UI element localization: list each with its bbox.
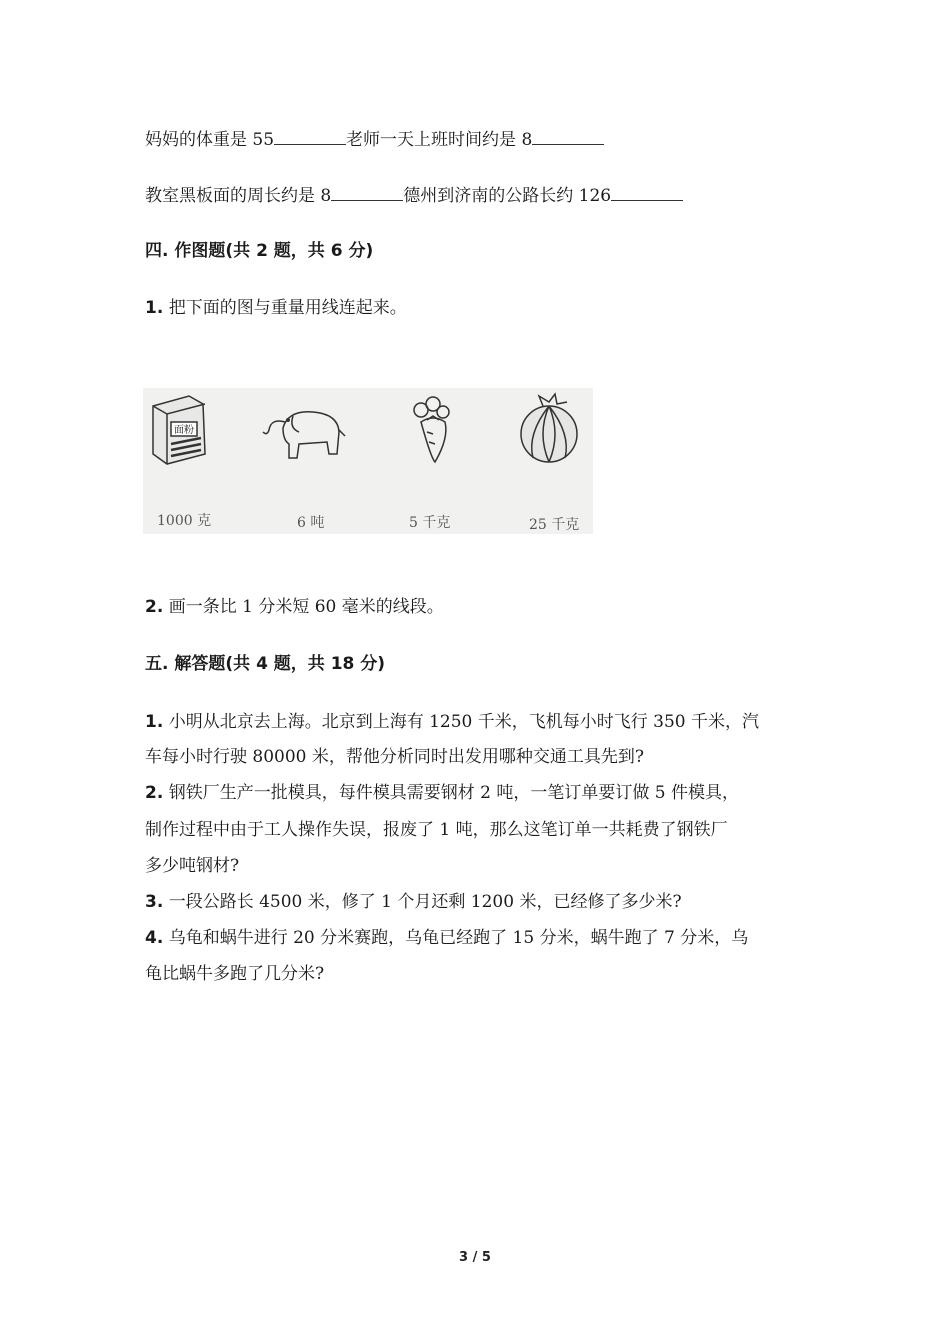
question-5-2-cont: 制作过程中由于工人操作失误，报废了 1 吨，那么这笔订单一共耗费了钢铁厂 (145, 820, 728, 840)
question-5-4-cont: 龟比蜗牛多跑了几分米? (145, 964, 325, 984)
question-text: 把下面的图与重量用线连起来。 (163, 298, 407, 318)
section-5-heading: 五. 解答题(共 4 题，共 18 分) (145, 654, 386, 674)
answer-blank[interactable] (611, 184, 683, 201)
question-text: 钢铁厂生产一批模具，每件模具需要钢材 2 吨，一笔订单要订做 5 件模具， (163, 783, 739, 803)
fill-text: 教室黑板面的周长约是 8 (145, 186, 332, 206)
question-text: 乌龟和蜗牛进行 20 分米赛跑，乌龟已经跑了 15 分米，蜗牛跑了 7 分米，乌 (163, 928, 749, 948)
question-5-2 (145, 782, 739, 804)
fill-text: 老师一天上班时间约是 8 (346, 130, 533, 150)
answer-blank[interactable] (274, 128, 346, 145)
question-5-3 (145, 891, 682, 913)
question-number: 1. (145, 298, 164, 318)
question-4-1 (145, 297, 407, 319)
question-5-1 (145, 711, 759, 733)
question-text: 小明从北京去上海。北京到上海有 1250 千米，飞机每小时飞行 350 千米，汽 (163, 712, 760, 732)
answer-blank[interactable] (331, 184, 403, 201)
bag-text: 面粉 (174, 425, 194, 436)
weight-label: 5 千克 (409, 515, 451, 531)
elephant-icon (263, 412, 345, 458)
question-4-2 (145, 596, 444, 618)
fill-text: 德州到济南的公路长约 126 (403, 186, 612, 206)
fill-row-1 (145, 128, 604, 151)
watermelon-icon (521, 394, 577, 462)
question-number: 2. (145, 783, 164, 803)
radish-icon (414, 397, 449, 462)
fill-text: 妈妈的体重是 55 (145, 130, 275, 150)
matching-figure (143, 388, 593, 534)
question-5-1-cont: 车每小时行驶 80000 米，帮他分析同时出发用哪种交通工具先到? (145, 747, 645, 767)
weight-label: 25 千克 (529, 517, 580, 533)
answer-blank[interactable] (532, 128, 604, 145)
page-number: 3 / 5 (459, 1250, 491, 1265)
question-number: 4. (145, 928, 164, 948)
question-5-2-cont: 多少吨钢材? (145, 856, 240, 876)
section-4-heading: 四. 作图题(共 2 题，共 6 分) (145, 241, 374, 261)
question-text: 一段公路长 4500 米，修了 1 个月还剩 1200 米，已经修了多少米? (163, 892, 682, 912)
question-number: 1. (145, 712, 164, 732)
question-text: 画一条比 1 分米短 60 毫米的线段。 (163, 597, 444, 617)
question-number: 2. (145, 597, 164, 617)
weight-label: 6 吨 (297, 515, 325, 531)
fill-row-2 (145, 184, 683, 207)
weight-label: 1000 克 (157, 513, 212, 529)
question-number: 3. (145, 892, 164, 912)
question-5-4 (145, 927, 748, 949)
